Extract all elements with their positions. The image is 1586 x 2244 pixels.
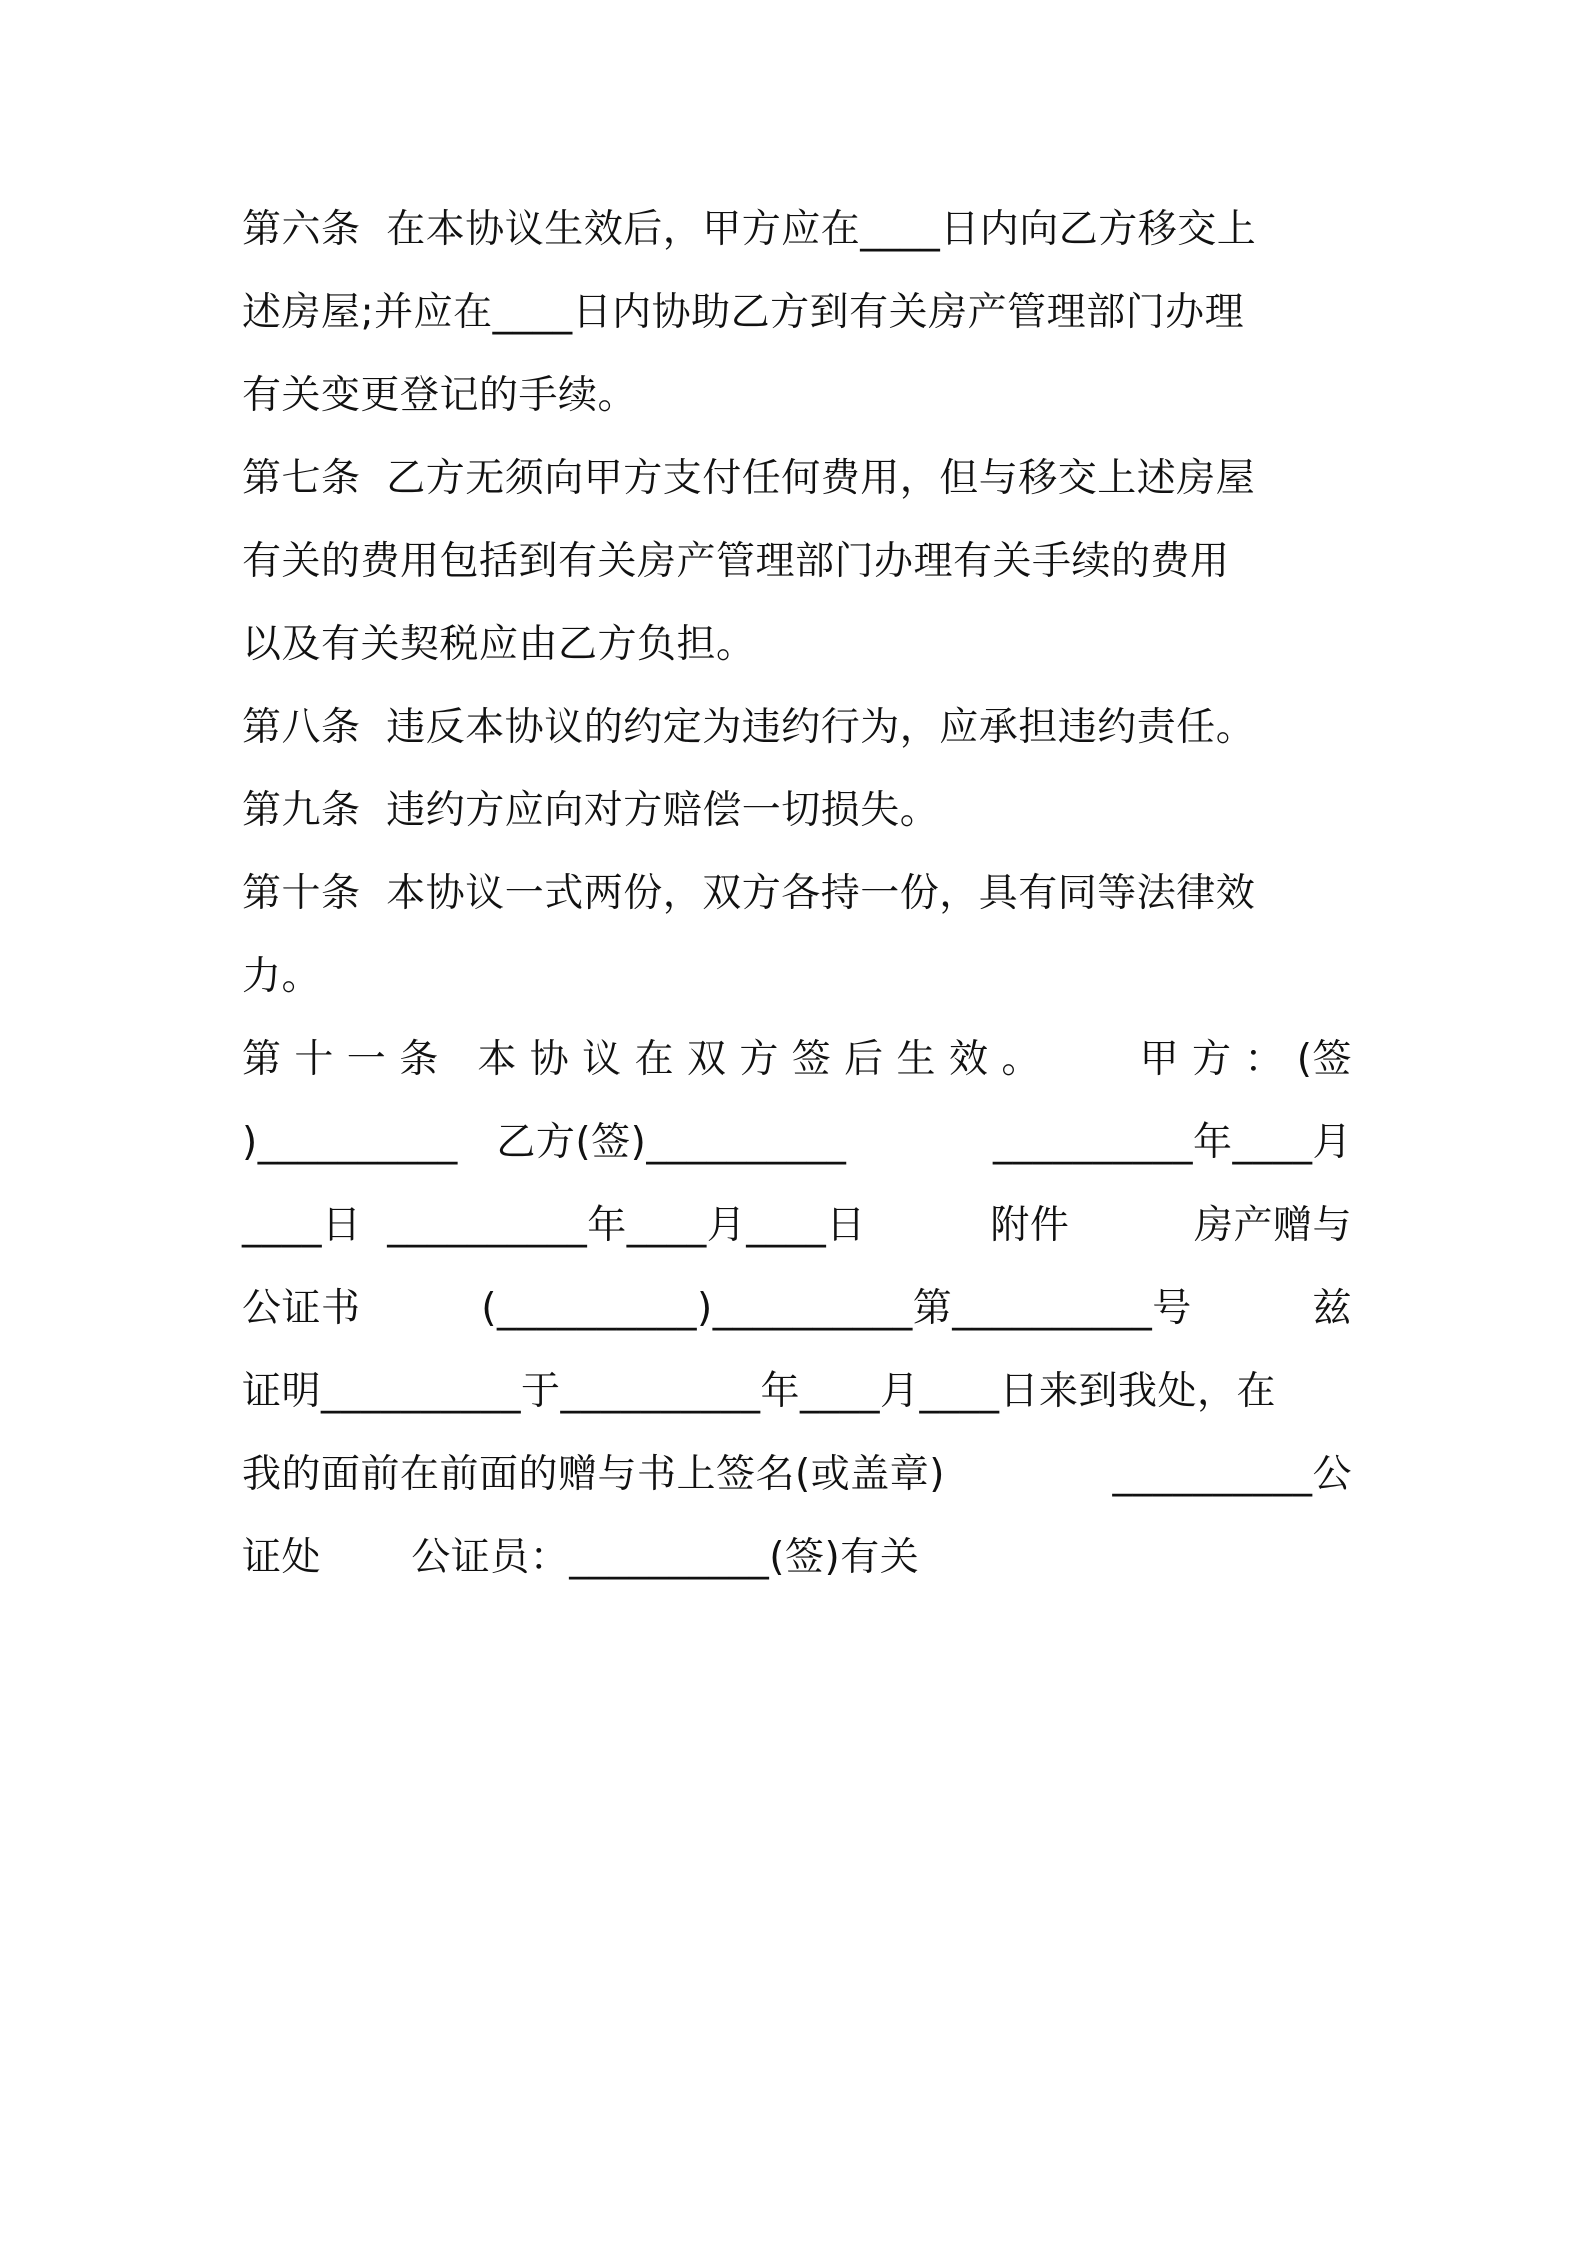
notary-office-blank: __________公 [1112,1452,1352,1497]
date-blank-2: ____日 __________年____月____日 [242,1203,866,1248]
article-6-line-2: 述房屋;并应在____日内协助乙方到有关房产管理部门办理 [242,290,1245,335]
attachment-label: 附件 [990,1203,1070,1248]
article-11-line-2 [242,1113,1352,1173]
article-10-line-1: 第十条 本协议一式两份，双方各持一份，具有同等法律效 [242,871,1256,916]
gift-notary-title-part: 房产赠与 [1193,1203,1352,1248]
article-6-line-1: 第六条 在本协议生效后，甲方应在____日内向乙方移交上 [242,207,1257,252]
party-a-signature-label: 甲 方 ： (签 [1139,1037,1352,1082]
article-7-line-2: 有关的费用包括到有关房产管理部门办理有关手续的费用 [242,539,1230,584]
article-8-line-1: 第八条 违反本协议的约定为违约行为，应承担违约责任。 [242,705,1256,750]
party-b-signature-label: )__________ 乙方(签)__________ [242,1120,847,1165]
article-7-line-1: 第七条 乙方无须向甲方支付任何费用，但与移交上述房屋 [242,456,1256,501]
article-9-line-1: 第九条 违约方应向对方赔偿一切损失。 [242,788,940,833]
certificate-number-blank: (__________)__________第__________号 [481,1286,1192,1331]
article-11-line-4 [242,1279,1352,1339]
article-11-line-7: 证处 公证员：__________(签)有关 [242,1535,920,1580]
article-7-line-3: 以及有关契税应由乙方负担。 [242,622,756,667]
article-10-line-2: 力。 [242,954,322,999]
date-blank-1: __________年____月 [992,1120,1352,1165]
article-11-line-3 [242,1196,1352,1256]
signature-statement: 我的面前在前面的赠与书上签名(或盖章) [242,1452,945,1497]
article-6-line-3: 有关变更登记的手续。 [242,373,638,418]
hereby-text: 兹 [1312,1286,1352,1331]
article-11-line-6 [242,1445,1352,1505]
notary-certificate-label: 公证书 [242,1286,361,1331]
article-11-effect-clause: 第 十 一 条 本 协 议 在 双 方 签 后 生 效 。 [242,1037,1041,1082]
article-11-line-5: 证明__________于__________年____月____日来到我处，在 [242,1369,1277,1414]
article-11-line-1 [242,1030,1352,1090]
